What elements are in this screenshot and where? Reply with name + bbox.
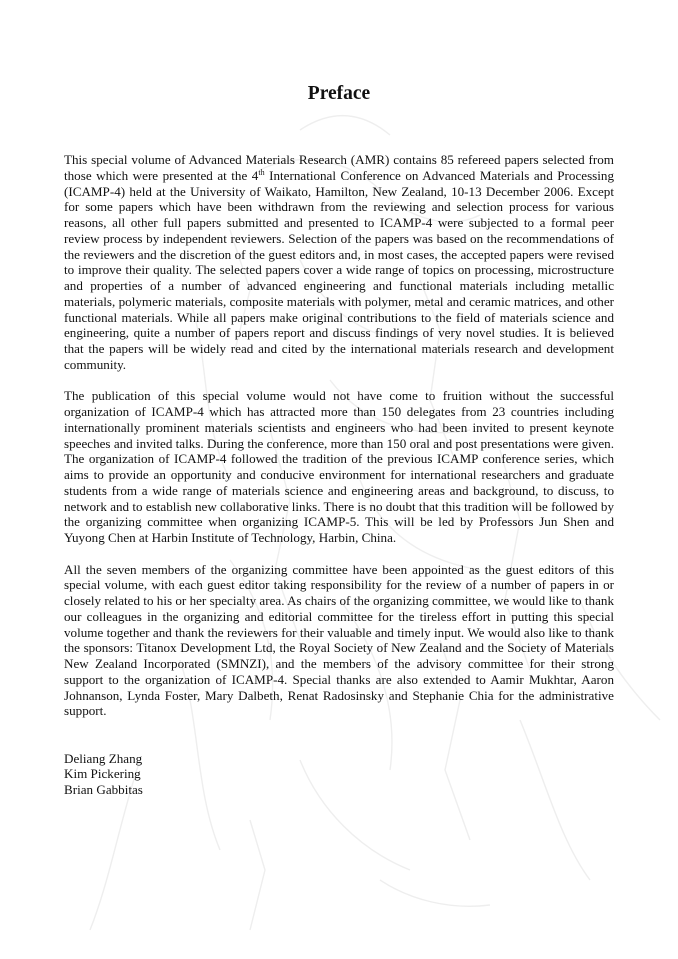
preface-body — [64, 152, 614, 798]
preface-paragraph-2: The publication of this special volume would not have come to fruition without the successful organization of ICAMP-4 which has attracted more than 150 delegates from 23 countries including internationally prominent materials scientists and engineers who had been invited to present keynote speeches and invited talks. During the conference, more than 150 oral and post presentations were given. The organization of ICAMP-4 followed the tradition of the previous ICAMP conference series, which aims to provide an opportunity and conducive environment for international researchers and graduate students from a wide range of materials science and engineering areas and background, to discuss, to network and to establish new collaborative links. There is no doubt that this tradition will be followed by the organizing committee when organizing ICAMP-5. This will be led by Professors Jun Shen and Yuyong Chen at Harbin Institute of Technology, Harbin, China. — [64, 388, 614, 545]
page-title: Preface — [307, 83, 371, 104]
paragraph-1-text-end: International Conference on Advanced Materials and Processing (ICAMP-4) held at the University of Waikato, Hamilton, New Zealand, 10-13 December 2006. Except for some papers which have been withdrawn from the reviewing and selection process for various reasons, all other full papers submitted and presented to ICAMP-4 were subjected to a formal peer review process by independent reviewers. Selection of the papers was based on the recommendations of the reviewers and the discretion of the guest editors and, in most cases, the accepted papers were revised to improve their quality. The selected papers cover a wide range of topics on processing, microstructure and properties of a number of advanced engineering and functional materials including metallic materials, polymeric materials, composite materials with polymer, metal and ceramic matrices, and other functional materials. While all papers make original contributions to the field of materials science and engineering, quite a number of papers report and discuss findings of very novel studies. It is believed that the papers will be widely read and cited by the international materials research and development community. — [64, 167, 614, 372]
ordinal-superscript: th — [258, 167, 265, 177]
signature-block — [64, 751, 614, 798]
signatory-name: Deliang Zhang — [64, 750, 143, 766]
paragraph-1-text-start: This special volume of Advanced Materials Research (AMR) contains 85 refereed papers selected from those which were presented at the 4 — [64, 152, 614, 183]
preface-paragraph-3: All the seven members of the organizing committee have been appointed as the guest editors of this special volume, with each guest editor taking responsibility for the review of a number of papers in or closely related to his or her specialty area. As chairs of the organizing committee, we would like to thank our colleagues in the organizing and editorial committee for the tireless effort in putting this special volume together and thank the reviewers for their valuable and timely input. We would also like to thank the sponsors: Titanox Development Ltd, the Royal Society of New Zealand and the Society of Materials New Zealand Incorporated (SMNZI), and the members of the advisory committee for their strong support to the organization of ICAMP-4. Special thanks are also extended to Aamir Mukhtar, Aaron Johnanson, Lynda Foster, Mary Dalbeth, Renat Radosinsky and Stephanie Chia for the administrative support. — [64, 561, 614, 719]
signatory-name: Kim Pickering — [64, 766, 141, 782]
preface-paragraph-1 — [64, 152, 614, 373]
signatory-name: Brian Gabbitas — [64, 782, 143, 797]
